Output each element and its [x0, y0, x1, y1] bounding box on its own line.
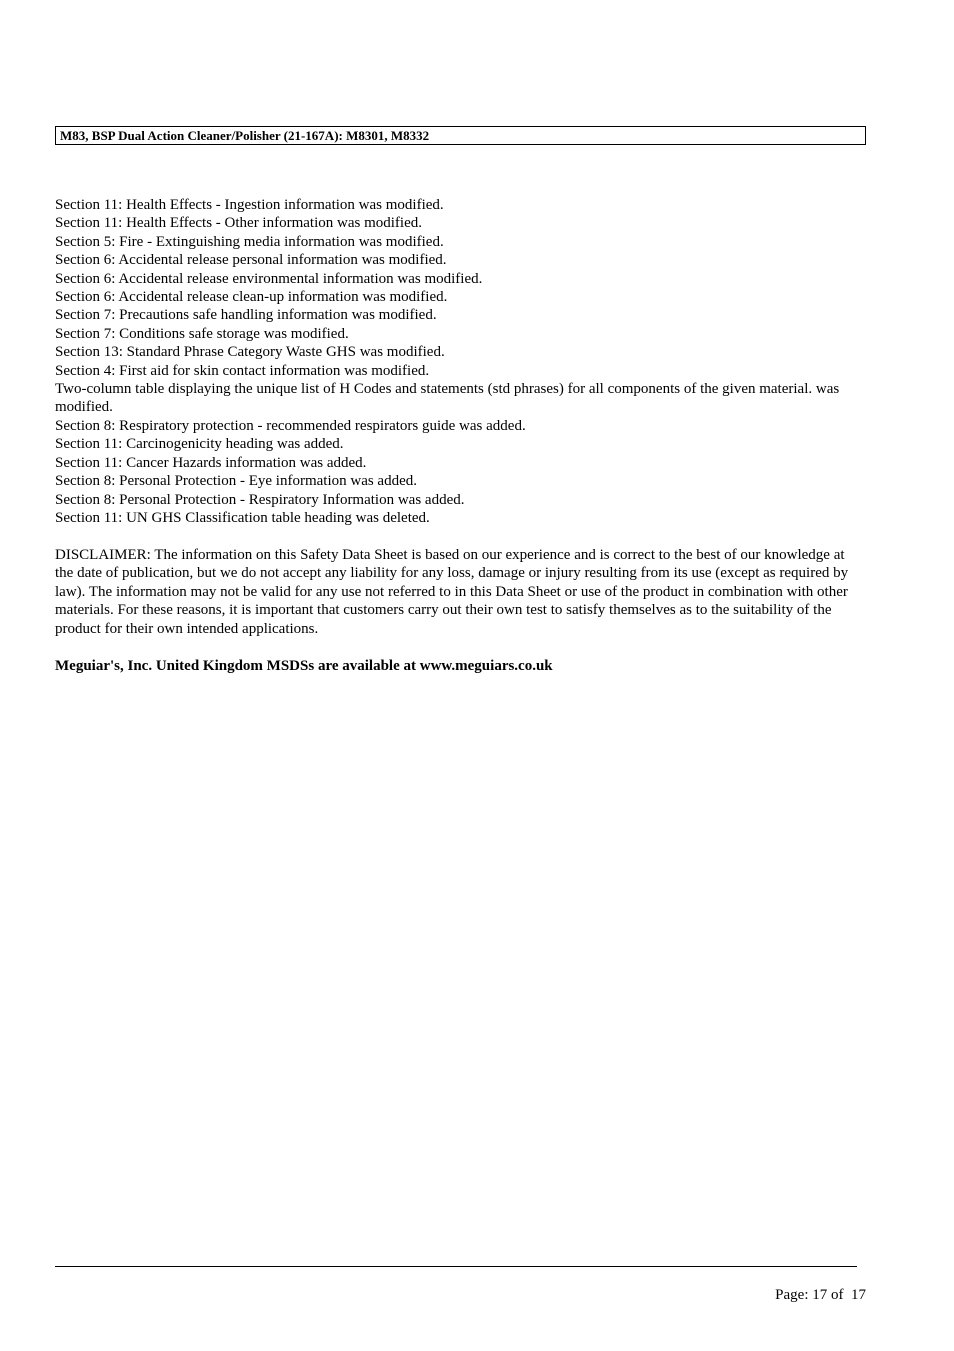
revision-change-item: Section 11: Health Effects - Other information was modified. [55, 215, 422, 232]
revision-change-item: Section 11: Health Effects - Ingestion information was modified. [55, 197, 444, 213]
disclaimer-paragraph: DISCLAIMER: The information on this Safety Data Sheet is based on our experience and is correct to the best of our knowledge at the date of publication, but we do not accept any liability for any loss, damage or injury resulting from its use (except as required by law). The information may not be valid for any use not referred to in this Data Sheet or use of the product in combination with other materials. For these reasons, it is important that customers carry out their own test to satisfy themselves as to the suitability of the product for their own intended applications. [55, 547, 849, 637]
revision-change-item: Section 8: Personal Protection - Respiratory Information was added. [55, 491, 465, 508]
revision-change-item: Section 11: Carcinogenicity heading was added. [55, 436, 344, 453]
revision-change-item: Section 11: UN GHS Classification table heading was deleted. [55, 509, 430, 526]
page-number: Page: 17 of 17 [775, 1287, 866, 1303]
revision-changes-list [55, 196, 855, 527]
document-title: M83, BSP Dual Action Cleaner/Polisher (21-167A): M8301, M8332 [60, 128, 430, 143]
revision-change-item: Section 8: Respiratory protection - recommended respirators guide was added. [55, 417, 526, 434]
msds-availability-note: Meguiar's, Inc. United Kingdom MSDSs are available at www.meguiars.co.uk [55, 658, 553, 674]
revision-change-item: Section 6: Accidental release personal information was modified. [55, 252, 447, 269]
document-header-box [55, 126, 866, 145]
revision-change-item: Section 13: Standard Phrase Category Waste GHS was modified. [55, 344, 445, 361]
revision-change-item: Section 11: Cancer Hazards information was added. [55, 454, 367, 471]
footer-divider [55, 1266, 857, 1267]
revision-change-item: Section 6: Accidental release clean-up information was modified. [55, 289, 448, 306]
revision-change-item: Section 7: Conditions safe storage was modified. [55, 325, 349, 342]
revision-change-item: Section 5: Fire - Extinguishing media information was modified. [55, 233, 444, 250]
revision-change-item: Section 4: First aid for skin contact information was modified. [55, 362, 430, 379]
revision-change-item: Section 8: Personal Protection - Eye information was added. [55, 473, 417, 490]
revision-change-item: Section 7: Precautions safe handling information was modified. [55, 307, 437, 324]
revision-change-item: Section 6: Accidental release environmental information was modified. [55, 270, 483, 287]
revision-change-item: Two-column table displaying the unique list of H Codes and statements (std phrases) for all components of the given material. was modified. [55, 381, 840, 416]
